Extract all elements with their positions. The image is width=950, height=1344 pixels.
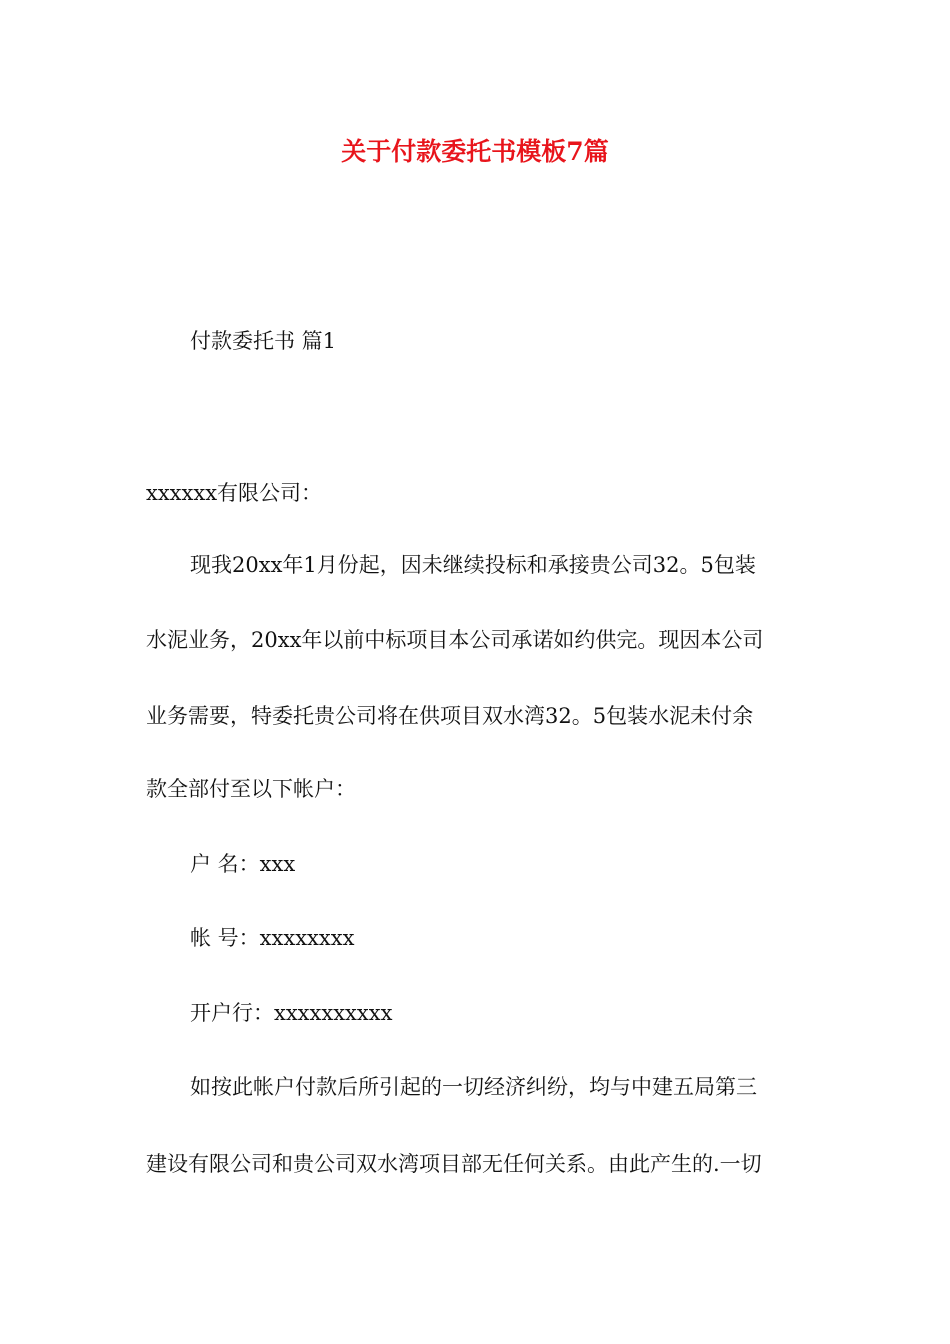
paragraph2-line: 建设有限公司和贵公司双水湾项目部无任何关系。由此产生的.一切	[146, 1152, 762, 1176]
addressee: xxxxxx有限公司：	[146, 481, 323, 505]
account-number-field: 帐 号：xxxxxxxx	[190, 926, 355, 950]
document-title: 关于付款委托书模板7篇	[341, 137, 609, 166]
paragraph1-line: 款全部付至以下帐户：	[146, 777, 356, 801]
paragraph1-line: 业务需要，特委托贵公司将在供项目双水湾32。5包装水泥未付余	[146, 704, 754, 728]
section-heading: 付款委托书 篇1	[190, 329, 337, 353]
bank-field: 开户行：xxxxxxxxxx	[190, 1001, 393, 1025]
account-name-field: 户 名：xxx	[190, 852, 296, 876]
paragraph2-line: 如按此帐户付款后所引起的一切经济纠纷，均与中建五局第三	[190, 1075, 757, 1099]
paragraph1-line: 水泥业务，20xx年以前中标项目本公司承诺如约供完。现因本公司	[146, 628, 764, 652]
paragraph1-line: 现我20xx年1月份起，因未继续投标和承接贵公司32。5包装	[190, 553, 756, 577]
